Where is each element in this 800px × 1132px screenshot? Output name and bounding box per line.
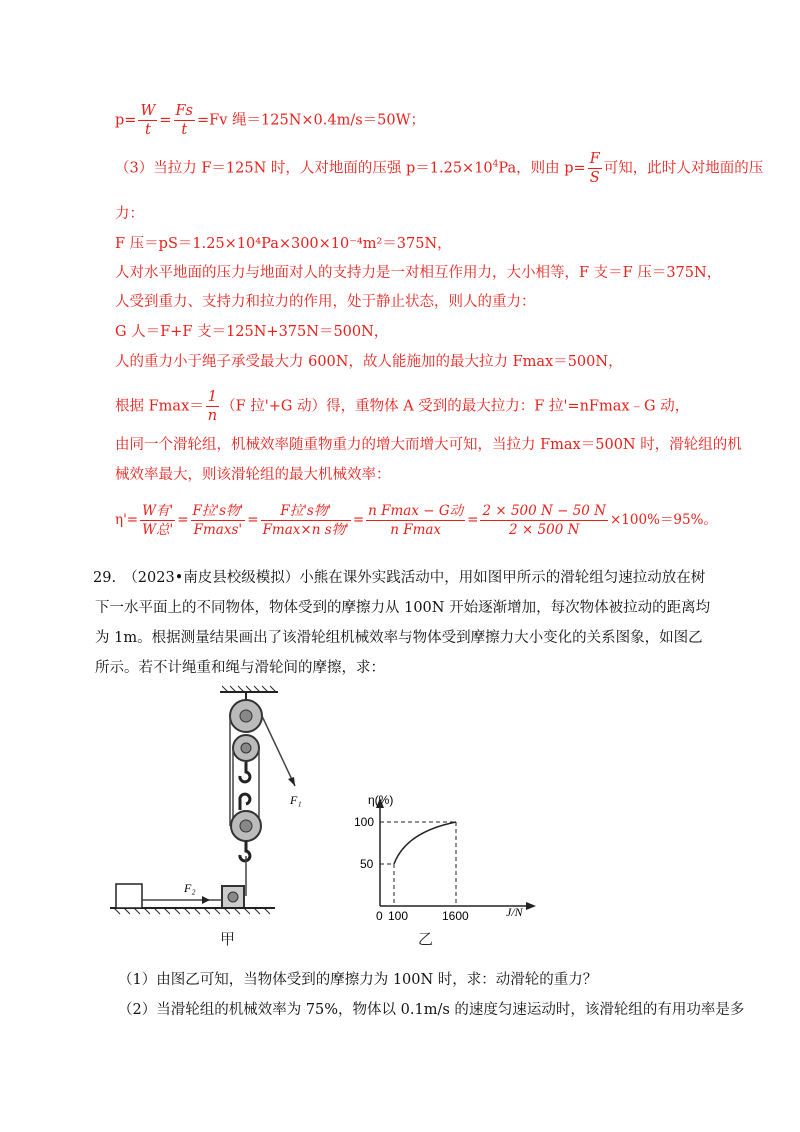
lower-hook: [240, 841, 250, 861]
relation-line: 根据 Fmax＝ $\frac{1}{n}$ （F 拉'+G 动）得，重物体 A 受到的最大拉力：F 拉'=nFmax﹣G 动，: [115, 389, 690, 424]
x-axis-label: J/N: [506, 905, 523, 919]
relation-frac: $\frac{1}{n}$: [207, 389, 218, 424]
eta-frac-5: $\frac{2 \times 500 N - 50 N}{2 \times 500 N}$: [482, 503, 606, 538]
eta-frac-4: $\frac{\text{n Fmax − G动}}{\text{n Fmax}}$: [368, 503, 464, 538]
efficiency-chart: [330, 788, 550, 928]
support-line: 人对水平地面的压力与地面对人的支持力是一对相互作用力，大小相等，F 支＝F 压＝375N，: [115, 265, 722, 281]
efficiency-line-2: 械效率最大，则该滑轮组的最大机械效率：: [115, 467, 391, 483]
eta-equation: η'= $\frac{\text{W有'}}{\text{W总'}}$ = $\frac{\text{F拉's物'}}{Fmaxs'}$ = $\frac{\text{F拉's物'}}{\text{Fmax×n s物'}}$ = $\frac{\text{n Fmax − G动}}{\text{n Fmax}}$ = $\frac{2 \times 500 N - 50 N}{2 \times 500 N}$ ×100%＝95%。: [115, 503, 717, 538]
x-tick-1600: 1600: [442, 909, 469, 923]
part3-frac: $\frac{F}{S}$: [589, 151, 600, 186]
power-frac-1: $\frac{W}{t}$: [140, 103, 156, 138]
block-object: [116, 884, 142, 908]
part3-cont: 力：: [115, 206, 144, 222]
efficiency-line-1: 由同一个滑轮组，机械效率随重物重力的增大而增大可知，当拉力 Fmax＝500N 时，滑轮组的机: [115, 437, 742, 453]
rope-f1: [262, 716, 295, 786]
pulley-diagram: [110, 686, 302, 946]
power-line: p= $\frac{W}{t}$ = $\frac{Fs}{t}$ =Fv 绳＝125N×0.4m/s＝50W；: [115, 103, 426, 138]
middle-hook: [240, 794, 250, 810]
y-tick-100: 100: [354, 815, 375, 829]
y-tick-50: 50: [360, 857, 374, 871]
caption-yi: 乙: [418, 930, 434, 948]
part3-line: （3）当拉力 F＝125N 时，人对地面的压强 $p=1.25\times 10^4Pa$，则由 p= $\frac{F}{S}$ 可知，此时人对地面的压: [115, 151, 764, 186]
power-frac-2: $\frac{Fs}{t}$: [175, 103, 194, 138]
x-tick-0: 0: [376, 909, 383, 923]
forces-line: 人受到重力、支持力和拉力的作用，处于静止状态，则人的重力：: [115, 294, 536, 310]
max-force-line: 人的重力小于绳子承受最大力 600N，故人能施加的最大拉力 Fmax＝500N，: [115, 354, 623, 370]
y-axis-label: η(%): [368, 793, 394, 807]
label-f1: F₁: [290, 793, 302, 807]
power-end: =Fv 绳＝125N×0.4m/s＝50W；: [197, 112, 426, 129]
sub-question-2: （2）当滑轮组的机械效率为 75%，物体以 0.1m/s 的速度匀速运动时，该滑轮组的有用功率是多: [118, 1002, 745, 1018]
upper-hook: [240, 762, 250, 782]
x-tick-100: 100: [388, 909, 409, 923]
eta-frac-1: $\frac{\text{W有'}}{\text{W总'}}$: [142, 503, 174, 538]
pressure-line: F 压＝pS＝1.25×10⁴Pa×300×10⁻⁴m²＝375N，: [115, 236, 452, 252]
efficiency-curve: [394, 822, 456, 864]
sub-question-1: （1）由图乙可知，当物体受到的摩擦力为 100N 时，求：动滑轮的重力？: [118, 972, 598, 988]
gravity-line: G 人＝F+F 支＝125N+375N＝500N，: [115, 324, 389, 340]
caption-jia: 甲: [220, 930, 236, 948]
label-f2: F₂: [184, 881, 196, 895]
power-start: p=: [115, 112, 137, 129]
eta-frac-2: $\frac{\text{F拉's物'}}{Fmaxs'}$: [192, 503, 244, 538]
eta-frac-3: $\frac{\text{F拉's物'}}{\text{Fmax×n s物'}}$: [262, 503, 349, 538]
question-29: 29. （2023•南皮县校级模拟）小熊在课外实践活动中，用如图甲所示的滑轮组匀速拉动放在树下一水平面上的不同物体，物体受到的摩擦力从 100N 开始逐渐增加，每次物体被拉动的距离均为 1m。根据测量结果画出了该滑轮组机械效率与物体受到摩擦力大小变化的关系图象，如图乙所示。若不计绳重和绳与滑轮间的摩擦，求：: [93, 570, 711, 676]
